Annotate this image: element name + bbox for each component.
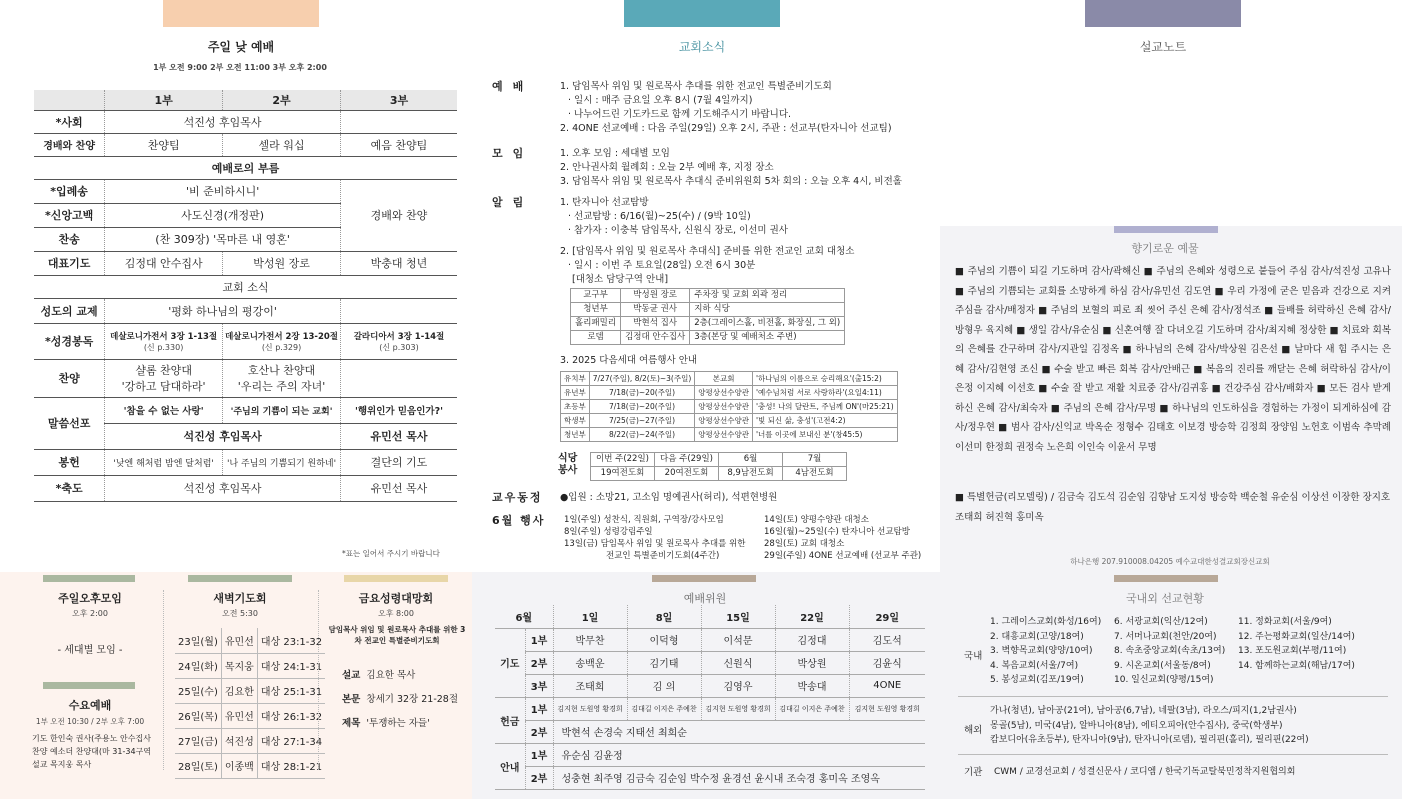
duty-name: 김정대 xyxy=(775,628,849,651)
col-head-1: 1부 xyxy=(105,90,223,110)
summer-cell: 초등부 xyxy=(561,400,590,414)
duty-name: 조태희 xyxy=(553,674,627,697)
clean-cell: 청년부 xyxy=(571,303,621,317)
duty-name: 김기태 xyxy=(627,651,701,674)
duty-name: 이덕형 xyxy=(627,628,701,651)
summer-cell: 7/18(금)~20(주일) xyxy=(589,400,695,414)
col-head-2: 2부 xyxy=(223,90,341,110)
summer-row xyxy=(561,428,898,442)
duty-name: 김지현 도원영 황경희 xyxy=(553,697,627,720)
duty-name: 박무찬 xyxy=(553,628,627,651)
dawn-scripture: 대상 24:1-31 xyxy=(257,653,325,678)
wednesday-title: 수요예배 xyxy=(68,699,112,712)
clean-cell: 지하 식당 xyxy=(690,303,845,317)
clean-row xyxy=(571,331,845,345)
meal-group: 8,9남전도회 xyxy=(719,467,783,481)
summer-cell: '충성! 나의 달란트, 주님께 ON'(마25:21) xyxy=(753,400,898,414)
summer-row xyxy=(561,414,898,428)
mission-domestic-col1 xyxy=(990,615,1101,688)
summer-cell: 학생부 xyxy=(561,414,590,428)
duty-title: 예배위원 xyxy=(683,592,727,605)
dawn-preacher: 이종백 xyxy=(221,753,257,778)
col-head-3: 3부 xyxy=(340,90,457,110)
sunday-order-table: 1부 2부 3부 *사회 석진성 후임목사 경배와 찬양 찬양팀 셀라 워십 예음 찬양팀 예배로의 부름 *입례송 '비 준비하시니' 경배와 찬양 *신앙고백 사도신경(개정판) 찬송 (찬 309장) '목마른 내 영혼' 대표기도 김정대 안수집사 박성원 장로 박충대 청년 교회 소식 성도의 교제 '평화 하나님의 평강이' *성경봉독 데살로니가전서 3장 1-13절 (신 p.330) 데살로니가전서 2장 13-20절 (신 p.329) 갈라디아서 3장 1-14절 (신 p.303) 찬양 샬롬 찬양대 '강하고 담대하라' 호산나 찬양대 '우리는 주의 자녀' 말씀선포 '참을 수 없는 사랑' '주님의 기쁨이 되는 교회' '행위인가 믿음인가?' 석진성 후임목사 유민선 목사 봉헌 '낮엔 해처럼 밤엔 달처럼' '나 주님의 기쁨되기 원하네' 결단의 기도 *축도 석진성 후임목사 유민선 목사 xyxy=(34,90,457,502)
mission-church: 6. 서광교회(익산/12여) xyxy=(1114,617,1208,627)
summer-cell: '예수님처럼 서로 사랑하라'(요일4:11) xyxy=(753,386,898,400)
mission-church: 14. 함께하는교회(해남/17여) xyxy=(1238,660,1355,671)
dawn-date: 24일(화) xyxy=(175,653,221,678)
meal-group: 4남전도회 xyxy=(783,467,847,481)
duty-bar xyxy=(652,575,756,582)
call-to-worship: 예배로의 부름 xyxy=(34,156,457,179)
sermon-title: 설교노트 xyxy=(1139,40,1187,54)
dawn-date: 26일(목) xyxy=(175,703,221,728)
mission-church: 12. 주는평화교회(일산/14여) xyxy=(1238,631,1355,642)
duty-table xyxy=(495,605,925,790)
duty-name: 김 의 xyxy=(627,674,701,697)
meal-group: 20여전도회 xyxy=(655,467,719,481)
mission-church: 3. 벽향목교회(양양/10여) xyxy=(990,646,1093,656)
duty-name: 김대길 이지은 주예찬 xyxy=(627,697,701,720)
duty-prayer-row xyxy=(495,628,925,651)
mission-bar xyxy=(1114,575,1218,582)
clean-cell: 2층(그레이스홀, 비전홀, 화장실, 그 외) xyxy=(690,317,845,331)
bank-info: 하나은행 207.910008.04205 예수교대한성결교회장신교회 xyxy=(1070,557,1270,566)
wednesday-lines: 기도 한인숙 권사(주용노 안수집사 찬양 예소더 찬양대(마 31-34구역 설교 목지웅 목사 xyxy=(32,734,152,769)
news-title: 교회소식 xyxy=(678,40,726,54)
meal-week: 7월 xyxy=(783,453,847,467)
row-leader-12: 석진성 후임목사 xyxy=(105,110,341,133)
sunday-times: 1부 오전 9:00 2부 오전 11:00 3부 오후 2:00 xyxy=(153,63,327,72)
summer-cell: 양평상선수양관 xyxy=(695,428,753,442)
duty-prayer-row xyxy=(495,674,925,697)
praise-3rd: 경배와 찬양 xyxy=(340,179,457,251)
dawn-row xyxy=(175,728,325,753)
clean-cell: 로뎀 xyxy=(571,331,621,345)
dawn-table xyxy=(175,628,325,779)
duty-name: 김지현 도원영 황경희 xyxy=(701,697,775,720)
summer-cell: '하나님의 이름으로 승리해요'(출15:2) xyxy=(753,372,898,386)
duty-group: 안내 xyxy=(495,743,525,789)
duty-group: 기도 xyxy=(495,628,525,697)
afternoon-title: 주일오후모임 xyxy=(58,592,122,605)
dawn-title: 새벽기도회 xyxy=(213,592,267,605)
duty-date: 15일 xyxy=(701,605,775,628)
duty-guide-row xyxy=(495,743,925,766)
dawn-preacher: 석진성 xyxy=(221,728,257,753)
duty-name: 박송대 xyxy=(775,674,849,697)
dawn-preacher: 유민선 xyxy=(221,703,257,728)
thanks-body: ■ 주님의 기쁨이 되길 기도하며 감사/곽해신 ■ 주님의 은혜와 성령으로 붙들어 주심 감사/석진성 고유나 ■ 주님의 기쁨되는 교회를 소망하게 하심 감사/유민선 김도연 ■ 우리 가정에 굳은 믿음과 건강으로 지켜주심을 감사/배정자 ■ 주님의 보혈의 피로 죄 씻어 주신 은혜 감사/정석조 ■ 들배를 허락하신 은혜 감사/방형우 육지혜 ■ 생일 감사/유순심 ■ 신혼여행 잘 다녀오길 기도하며 감사/최지혜 정상한 ■ 치료와 회복의 은혜를 간구하며 감사/지관일 김정옥 ■ 하나님의 은혜 감사/박상원 김은선 ■ 날마다 새 힘 주시는 은혜 감사/김현영 조신 ■ 수술 받고 빠른 회복 감사/안배근 ■ 복음의 진리를 깨닫는 은혜 허락하심 감사/이은정 이지혜 이선호 ■ 수술 잘 받고 재활 치료중 감사/김귀홍 ■ 건강주심 감사/배화자 ■ 모든 검사 받게 하신 은혜 감사/최숙자 ■ 주님의 은혜 감사/무명 ■ 하나님의 인도하심을 경험하는 가정이 되게하심에 감사/정우현 ■ 범사 감사/신익교 박옥순 정형수 김태호 이보경 방승학 김정희 장양임 노헌호 이범속 추막례 이선미 한정희 권정숙 노은희 이인숙 이윤서 무명 xyxy=(955,266,1391,453)
summer-cell: 양평상선수양관 xyxy=(695,400,753,414)
duty-date: 1일 xyxy=(553,605,627,628)
dawn-date: 28일(토) xyxy=(175,753,221,778)
duty-part: 2부 xyxy=(525,651,553,674)
summer-cell: 청년부 xyxy=(561,428,590,442)
summer-cell: '너를 이곳에 보내신 분'(창45:5) xyxy=(753,428,898,442)
clean-cell: 홀리패밀리 xyxy=(571,317,621,331)
dawn-row xyxy=(175,703,325,728)
clean-row xyxy=(571,303,845,317)
meal-group: 19여전도회 xyxy=(591,467,655,481)
dawn-row xyxy=(175,628,325,653)
mission-church: 10. 일신교회(양평/15여) xyxy=(1114,675,1214,685)
summer-cell: 7/25(금)~27(주일) xyxy=(589,414,695,428)
dawn-date: 27일(금) xyxy=(175,728,221,753)
duty-name: 송백운 xyxy=(553,651,627,674)
meal-label: 식당봉사 xyxy=(558,453,578,476)
duty-part: 1부 xyxy=(525,628,553,651)
mission-church: 5. 봉성교회(김포/19여) xyxy=(990,675,1084,685)
dawn-row xyxy=(175,653,325,678)
summer-cell: 본교회 xyxy=(695,372,753,386)
special-offering: ■ 특별헌금(리모델링) / 김금숙 김도석 김순임 김향남 도지성 방승학 백순철 유순심 이상선 이장한 장지호 조태희 허진혁 홍미옥 xyxy=(955,492,1391,523)
duty-names: 성충현 최주영 김금숙 김순임 박수정 윤경선 윤시내 조숙경 홍미옥 조영옥 xyxy=(553,766,925,789)
summer-cell: 유년부 xyxy=(561,386,590,400)
mission-church: 8. 속초중앙교회(속초/13여) xyxy=(1114,646,1226,656)
duty-part: 2부 xyxy=(525,720,553,743)
friday-bar xyxy=(344,575,448,582)
clean-cell: 박현석 집사 xyxy=(621,317,690,331)
summer-table xyxy=(560,371,898,442)
clean-cell: 김정대 안수집사 xyxy=(621,331,690,345)
clean-cell: 주차장 및 교회 외곽 정리 xyxy=(690,289,845,303)
dawn-date: 25일(수) xyxy=(175,678,221,703)
summer-cell: 7/27(주일), 8/2(토)~3(주일) xyxy=(589,372,695,386)
duty-names: 박현석 손경숙 지태선 최희순 xyxy=(553,720,925,743)
duty-name: 4ONE xyxy=(849,674,925,697)
duty-part: 2부 xyxy=(525,766,553,789)
meal-week: 6월 xyxy=(719,453,783,467)
mission-church: 1. 그레이스교회(화성/16여) xyxy=(990,617,1102,627)
summer-row xyxy=(561,386,898,400)
sunday-title: 주일 낮 예배 xyxy=(207,40,275,54)
summer-row xyxy=(561,372,898,386)
mission-church: 13. 포도원교회(부평/11여) xyxy=(1238,646,1347,656)
meal-table xyxy=(590,452,847,481)
summer-cell: '빛 되신 삶, 충성'(고전4:2) xyxy=(753,414,898,428)
row-praise-label: 경배와 찬양 xyxy=(34,133,105,156)
duty-offer-row xyxy=(495,720,925,743)
duty-name: 김윤식 xyxy=(849,651,925,674)
sunday-header-bar xyxy=(163,0,319,27)
clean-cell: 박성원 장로 xyxy=(621,289,690,303)
dawn-preacher: 목지웅 xyxy=(221,653,257,678)
mission-abroad: 가나(청년), 남아공(21여), 남아공(6,7남), 네팔(3남), 라오스/피지(1,2남권사) 몽골(5남), 미국(4남), 알바니아(8남), 에티오피아(안수집사), 중국(학생부) 캄보디아(유초등부), 탄자니아(9남), 탄자니아(로뎀), 필리핀(홀리), 필리핀(22여) xyxy=(990,706,1309,745)
duty-names: 유순심 김윤정 xyxy=(553,743,925,766)
dawn-preacher: 김요한 xyxy=(221,678,257,703)
dawn-bar xyxy=(188,575,292,582)
mission-church: 11. 정화교회(서울/9여) xyxy=(1238,617,1332,627)
church-news-row: 교회 소식 xyxy=(34,275,457,298)
duty-month: 6월 xyxy=(495,605,553,628)
dawn-scripture: 대상 28:1-21 xyxy=(257,753,325,778)
summer-cell: 8/22(금)~24(주일) xyxy=(589,428,695,442)
duty-group: 헌금 xyxy=(495,697,525,743)
news-header-bar xyxy=(624,0,780,27)
mission-orgs: CWM / 교경선교회 / 성결신문사 / 코디엠 / 한국기독교탈북민정착지원협의회 xyxy=(994,767,1296,777)
dawn-row xyxy=(175,678,325,703)
duty-date: 29일 xyxy=(849,605,925,628)
clean-cell: 3층(본당 및 예배처소 주변) xyxy=(690,331,845,345)
cleaning-table xyxy=(570,288,845,345)
mission-church: 9. 시온교회(서울동/8여) xyxy=(1114,660,1211,671)
mission-church: 7. 서머나교회(천안/20여) xyxy=(1114,631,1217,642)
standing-note: *표는 일어서 주시기 바랍니다 xyxy=(342,549,440,558)
meal-week: 이번 주(22일) xyxy=(591,453,655,467)
summer-cell: 양평상선수양관 xyxy=(695,414,753,428)
wednesday-bar xyxy=(43,682,135,689)
duty-name: 신원식 xyxy=(701,651,775,674)
friday-desc: 담임목사 위임 및 원로목사 추대를 위한 3차 전교인 특별준비기도회 xyxy=(328,625,466,645)
duty-name: 이석문 xyxy=(701,628,775,651)
duty-part: 3부 xyxy=(525,674,553,697)
row-leader-label: *사회 xyxy=(34,110,105,133)
mission-domestic-col2 xyxy=(1114,615,1225,688)
dawn-scripture: 대상 26:1-32 xyxy=(257,703,325,728)
clean-cell: 박동균 권사 xyxy=(621,303,690,317)
summer-row xyxy=(561,400,898,414)
mission-church: 4. 복음교회(서울/7여) xyxy=(990,660,1079,671)
mission-domestic-col3 xyxy=(1238,615,1355,673)
duty-name: 김영우 xyxy=(701,674,775,697)
dawn-scripture: 대상 23:1-32 xyxy=(257,628,325,653)
duty-offer-row xyxy=(495,697,925,720)
dawn-date: 23일(월) xyxy=(175,628,221,653)
duty-name: 박상원 xyxy=(775,651,849,674)
duty-name: 김지현 도원영 황경희 xyxy=(849,697,925,720)
dawn-scripture: 대상 27:1-34 xyxy=(257,728,325,753)
summer-cell: 7/18(금)~20(주일) xyxy=(589,386,695,400)
mission-church: 2. 대흥교회(고양/18여) xyxy=(990,631,1084,642)
duty-date: 8일 xyxy=(627,605,701,628)
meal-week: 다음 주(29일) xyxy=(655,453,719,467)
duty-name: 김대길 이지은 주예찬 xyxy=(775,697,849,720)
summer-cell: 양평상선수양관 xyxy=(695,386,753,400)
duty-part: 1부 xyxy=(525,743,553,766)
dawn-scripture: 대상 25:1-31 xyxy=(257,678,325,703)
dawn-row xyxy=(175,753,325,778)
clean-row xyxy=(571,317,845,331)
thanks-bar xyxy=(1114,226,1218,233)
duty-prayer-row xyxy=(495,651,925,674)
duty-date: 22일 xyxy=(775,605,849,628)
clean-cell: 교구부 xyxy=(571,289,621,303)
mission-title: 국내외 선교현황 xyxy=(1126,592,1204,605)
clean-row xyxy=(571,289,845,303)
afternoon-bar xyxy=(43,575,135,582)
duty-guide-row xyxy=(495,766,925,789)
sermon-header-bar xyxy=(1085,0,1241,27)
summer-cell: 유치부 xyxy=(561,372,590,386)
thanks-title: 향기로운 예물 xyxy=(1131,242,1199,255)
dawn-preacher: 유민선 xyxy=(221,628,257,653)
friday-title: 금요성령대망회 xyxy=(358,592,434,605)
duty-part: 1부 xyxy=(525,697,553,720)
duty-name: 김도석 xyxy=(849,628,925,651)
